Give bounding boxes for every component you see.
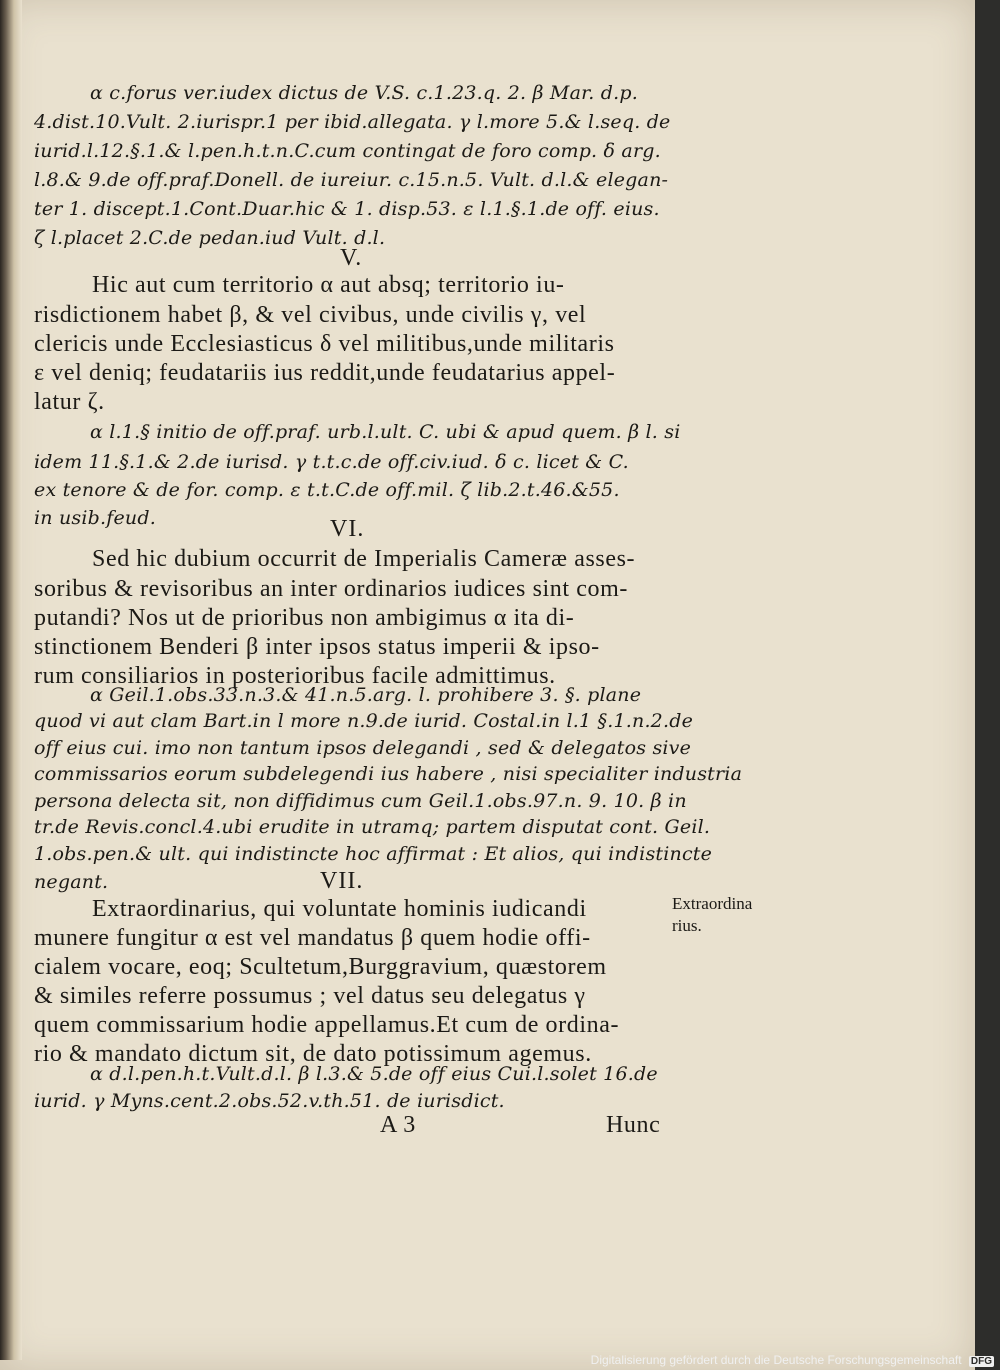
body-line: Extraordinarius, qui voluntate hominis iudicandi bbox=[92, 896, 587, 922]
body-line: stinctionem Benderi β inter ipsos status imperii & ipso- bbox=[34, 634, 600, 660]
footnote-line: 4.dist.10.Vult. 2.iurispr.1 per ibid.allegata. γ l.more 5.& l.seq. de bbox=[34, 111, 671, 133]
footnote-line: ter 1. discept.1.Cont.Duar.hic & 1. disp.53. ε l.1.§.1.de off. eius. bbox=[34, 198, 660, 220]
body-line: & similes referre possumus ; vel datus seu delegatus γ bbox=[34, 983, 586, 1009]
scan-background-edge bbox=[975, 0, 1000, 1370]
footnote-line: negant. bbox=[34, 871, 109, 893]
body-line: munere fungitur α est vel mandatus β quem hodie offi- bbox=[34, 925, 591, 951]
footnote-line: off eius cui. imo non tantum ipsos delegandi , sed & delegatos sive bbox=[34, 737, 692, 759]
footnote-line: α d.l.pen.h.t.Vult.d.l. β l.3.& 5.de off eius Cui.l.solet 16.de bbox=[90, 1063, 658, 1085]
body-line: clericis unde Ecclesiasticus δ vel militibus,unde militaris bbox=[34, 331, 615, 357]
body-line: Sed hic dubium occurrit de Imperialis Cameræ asses- bbox=[92, 546, 636, 572]
margin-note-line-1: Extraordina bbox=[672, 894, 753, 913]
footnote-line: 1.obs.pen.& ult. qui indistincte hoc affirmat : Et alios, qui indistincte bbox=[34, 843, 713, 865]
footnote-line: iurid.l.12.§.1.& l.pen.h.t.n.C.cum contingat de foro comp. δ arg. bbox=[34, 140, 661, 162]
body-line: latur ζ. bbox=[34, 389, 105, 415]
body-line: risdictionem habet β, & vel civibus, unde civilis γ, vel bbox=[34, 302, 587, 328]
body-line: putandi? Nos ut de prioribus non ambigimus α ita di- bbox=[34, 605, 575, 631]
footnote-line: α l.1.§ initio de off.praf. urb.l.ult. C. ubi & apud quem. β l. si bbox=[90, 421, 681, 443]
footnote-line: l.8.& 9.de off.praf.Donell. de iureiur. c.15.n.5. Vult. d.l.& elegan- bbox=[34, 169, 669, 191]
section-heading: VI. bbox=[330, 516, 365, 542]
footnote-line: ζ l.placet 2.C.de pedan.iud Vult. d.l. bbox=[34, 227, 386, 249]
digitization-credit bbox=[591, 1353, 994, 1367]
body-line: ε vel deniq; feudatariis ius reddit,unde feudatarius appel- bbox=[34, 360, 616, 386]
section-heading: V. bbox=[340, 245, 363, 271]
body-line: Hic aut cum territorio α aut absq; territorio iu- bbox=[92, 272, 565, 298]
footnote-line: persona delecta sit, non diffidimus cum Geil.1.obs.97.n. 9. 10. β in bbox=[34, 790, 687, 812]
credit-text: Digitalisierung gefördert durch die Deutsche Forschungsgemeinschaft bbox=[590, 1353, 962, 1367]
page-binding-edge bbox=[0, 0, 22, 1360]
footnote-line: commissarios eorum subdelegendi ius habere , nisi specialiter industria bbox=[34, 763, 743, 785]
footnote-line: ex tenore & de for. comp. ε t.t.C.de off.mil. ζ lib.2.t.46.&55. bbox=[34, 479, 620, 501]
footnote-line: α c.forus ver.iudex dictus de V.S. c.1.23.q. 2. β Mar. d.p. bbox=[90, 82, 638, 104]
body-line: rum consiliarios in posterioribus facile admittimus. bbox=[34, 663, 556, 689]
margin-note-line-2: rius. bbox=[672, 916, 702, 935]
signature-mark: A 3 bbox=[380, 1112, 416, 1138]
footnote-line: iurid. γ Myns.cent.2.obs.52.v.th.51. de iurisdict. bbox=[34, 1090, 505, 1112]
body-line: cialem vocare, eoq; Scultetum,Burggravium, quæstorem bbox=[34, 954, 607, 980]
catchword: Hunc bbox=[606, 1112, 661, 1138]
footnote-line: α Geil.1.obs.33.n.3.& 41.n.5.arg. l. prohibere 3. §. plane bbox=[90, 684, 642, 706]
dfg-logo-icon: DFG bbox=[970, 1356, 992, 1367]
footnote-line: quod vi aut clam Bart.in l more n.9.de iurid. Costal.in l.1 §.1.n.2.de bbox=[34, 710, 694, 732]
body-line: quem commissarium hodie appellamus.Et cum de ordina- bbox=[34, 1012, 620, 1038]
footnote-line: in usib.feud. bbox=[34, 507, 156, 529]
body-line: soribus & revisoribus an inter ordinarios iudices sint com- bbox=[34, 576, 628, 602]
footnote-line: tr.de Revis.concl.4.ubi erudite in utramq; partem disputat cont. Geil. bbox=[34, 816, 711, 838]
body-line: rio & mandato dictum sit, de dato potissimum agemus. bbox=[34, 1041, 592, 1067]
footnote-line: idem 11.§.1.& 2.de iurisd. γ t.t.c.de off.civ.iud. δ c. licet & C. bbox=[34, 451, 629, 473]
section-heading: VII. bbox=[320, 868, 364, 894]
